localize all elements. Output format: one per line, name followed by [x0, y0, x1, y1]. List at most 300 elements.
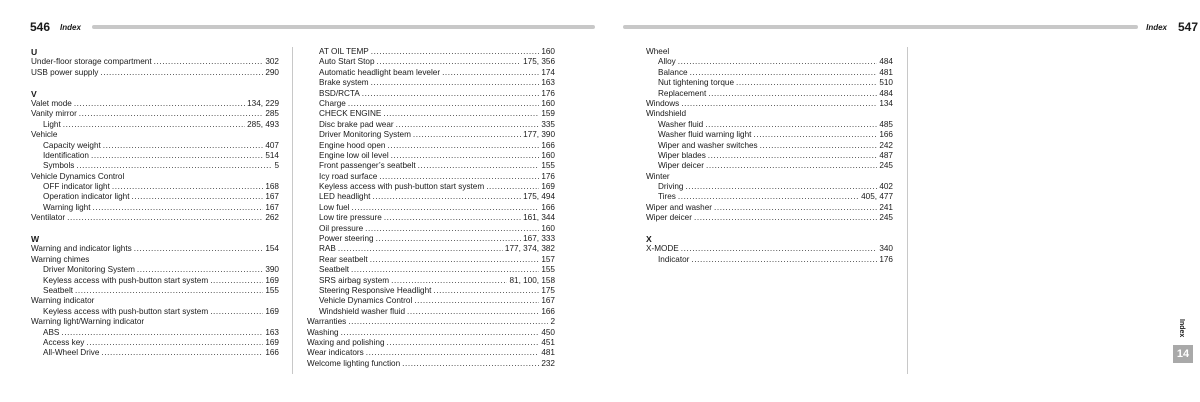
- index-entry: [307, 203, 555, 213]
- index-entry-pages: 241: [879, 202, 893, 212]
- dot-leader: [100, 68, 263, 78]
- dot-leader: [348, 99, 539, 109]
- index-entry-label: Power steering: [319, 234, 374, 244]
- index-entry-label: Wiper and washer switches: [658, 140, 758, 150]
- index-entry-label: Engine low oil level: [319, 150, 389, 160]
- index-entry-pages: 160: [541, 150, 555, 160]
- index-entry: [307, 224, 555, 234]
- index-entry: [31, 57, 279, 67]
- index-entry-label: Low tire pressure: [319, 213, 382, 223]
- dot-leader: [694, 213, 877, 223]
- index-entry-pages: 174: [541, 67, 555, 77]
- index-entry-pages: 514: [265, 150, 279, 160]
- index-entry-label: Winter: [646, 171, 670, 181]
- dot-leader: [365, 224, 539, 234]
- index-entry: [646, 213, 893, 223]
- index-entry-pages: 155: [541, 265, 555, 275]
- index-entry: [307, 182, 555, 192]
- index-entry-pages: 155: [541, 161, 555, 171]
- index-entry-label: Disc brake pad wear: [319, 119, 394, 129]
- index-column-3: [646, 47, 893, 265]
- dot-leader: [134, 244, 264, 254]
- index-entry-label: Nut tightening torque: [658, 78, 735, 88]
- index-entry-label: Balance: [658, 67, 688, 77]
- index-entry-label: Charge: [319, 98, 346, 108]
- dot-leader: [690, 68, 878, 78]
- index-entry-label: Replacement: [658, 88, 707, 98]
- index-entry-label: LED headlight: [319, 192, 371, 202]
- index-entry-label: Rear seatbelt: [319, 254, 368, 264]
- index-entry: [307, 359, 555, 369]
- index-entry: [31, 255, 279, 265]
- index-entry-label: X-MODE: [646, 244, 679, 254]
- index-entry: [31, 348, 279, 358]
- index-entry-pages: 5: [274, 161, 279, 171]
- section-spacer: [646, 224, 893, 234]
- section-spacer: [31, 224, 279, 234]
- dot-leader: [92, 203, 263, 213]
- index-entry: [646, 141, 893, 151]
- index-entry-label: Windshield: [646, 109, 687, 119]
- index-entry: [31, 296, 279, 306]
- index-entry-label: Alloy: [658, 57, 676, 67]
- index-entry-label: Seatbelt: [43, 285, 74, 295]
- dot-leader: [137, 265, 263, 275]
- index-entry-pages: 245: [879, 213, 893, 223]
- index-entry-label: Keyless access with push-button start system: [319, 182, 485, 192]
- index-entry: [307, 192, 555, 202]
- index-entry-label: AT OIL TEMP: [319, 47, 369, 56]
- index-entry-label: Vanity mirror: [31, 109, 77, 119]
- dot-leader: [413, 130, 521, 140]
- index-entry-pages: 176: [879, 254, 893, 264]
- index-entry-label: CHECK ENGINE: [319, 109, 382, 119]
- index-entry: [31, 151, 279, 161]
- index-entry: [31, 109, 279, 119]
- dot-leader: [414, 296, 539, 306]
- index-entry: [307, 244, 555, 254]
- index-entry: [307, 276, 555, 286]
- index-entry-pages: 166: [541, 140, 555, 150]
- index-entry-pages: 175, 356: [523, 57, 555, 67]
- index-entry: [31, 68, 279, 78]
- index-entry-pages: 134, 229: [247, 98, 279, 108]
- index-entry-pages: 177, 390: [523, 130, 555, 140]
- index-entry-label: Indicator: [658, 254, 690, 264]
- index-entry-label: USB power supply: [31, 67, 99, 77]
- dot-leader: [348, 317, 548, 327]
- dot-leader: [210, 276, 263, 286]
- index-entry-pages: 160: [541, 47, 555, 56]
- index-entry-pages: 484: [879, 88, 893, 98]
- index-entry: [307, 255, 555, 265]
- index-entry-label: Front passenger’s seatbelt: [319, 161, 416, 171]
- index-entry-label: Oil pressure: [319, 223, 364, 233]
- index-entry-pages: 157: [541, 254, 555, 264]
- dot-leader: [86, 338, 263, 348]
- index-entry-label: Washing: [307, 327, 339, 337]
- index-letter-heading: X: [646, 234, 652, 245]
- dot-leader: [678, 57, 878, 67]
- index-entry-label: Operation indicator light: [43, 192, 130, 202]
- index-entry: [307, 99, 555, 109]
- index-entry-pages: 175: [541, 285, 555, 295]
- dot-leader: [371, 78, 540, 88]
- index-entry: [31, 182, 279, 192]
- index-letter-heading: W: [31, 234, 40, 245]
- index-entry: [31, 286, 279, 296]
- dot-leader: [74, 99, 245, 109]
- index-entry-label: Automatic headlight beam leveler: [319, 67, 441, 77]
- dot-leader: [685, 182, 877, 192]
- dot-leader: [75, 286, 263, 296]
- index-entry: [646, 99, 893, 109]
- index-entry-label: Wiper and washer: [646, 202, 712, 212]
- index-entry: [31, 141, 279, 151]
- dot-leader: [338, 244, 503, 254]
- dot-leader: [714, 203, 877, 213]
- index-entry: [307, 161, 555, 171]
- index-entry-label: Warning indicator: [31, 296, 95, 306]
- index-entry-label: Valet mode: [31, 98, 72, 108]
- index-entry: [31, 338, 279, 348]
- index-entry-pages: 167: [541, 296, 555, 306]
- dot-leader: [760, 141, 878, 151]
- index-entry-label: Warning chimes: [31, 254, 90, 264]
- dot-leader: [63, 120, 245, 130]
- index-entry: [307, 78, 555, 88]
- section-spacer: [31, 78, 279, 88]
- index-entry: [307, 47, 555, 57]
- index-entry-label: Seatbelt: [319, 265, 350, 275]
- index-entry-pages: 481: [879, 67, 893, 77]
- index-entry-pages: 159: [541, 109, 555, 119]
- index-entry-label: Windshield washer fluid: [319, 306, 406, 316]
- index-entry-pages: 484: [879, 57, 893, 67]
- index-entry-pages: 176: [541, 171, 555, 181]
- index-entry: [646, 244, 893, 254]
- index-entry-pages: 402: [879, 182, 893, 192]
- index-entry: [31, 317, 279, 327]
- index-entry: [31, 276, 279, 286]
- dot-leader: [131, 192, 263, 202]
- index-entry: [307, 234, 555, 244]
- dot-leader: [79, 109, 264, 119]
- dot-leader: [379, 172, 539, 182]
- dot-leader: [387, 338, 540, 348]
- index-entry-pages: 285, 493: [247, 119, 279, 129]
- index-entry-pages: 169: [541, 182, 555, 192]
- index-entry-pages: 154: [265, 244, 279, 254]
- dot-leader: [486, 182, 539, 192]
- dot-leader: [372, 192, 521, 202]
- dot-leader: [154, 57, 264, 67]
- index-entry-label: Auto Start Stop: [319, 57, 375, 67]
- index-entry-pages: 160: [541, 223, 555, 233]
- index-entry-pages: 167: [265, 192, 279, 202]
- dot-leader: [681, 99, 877, 109]
- right-header-rule: [623, 25, 1138, 29]
- index-entry: [307, 151, 555, 161]
- side-tab-label: Index: [1178, 319, 1185, 338]
- index-entry-pages: 175, 494: [523, 192, 555, 202]
- index-entry: [31, 328, 279, 338]
- index-entry: [31, 203, 279, 213]
- left-page-header: [30, 22, 595, 36]
- index-entry: [646, 151, 893, 161]
- index-column-2: [307, 47, 555, 369]
- index-entry-label: Vehicle Dynamics Control: [319, 296, 413, 306]
- column-divider: [907, 47, 908, 374]
- index-entry: [646, 109, 893, 119]
- dot-leader: [736, 78, 877, 88]
- index-entry-label: OFF indicator light: [43, 182, 110, 192]
- index-entry: [307, 68, 555, 78]
- index-entry: [307, 265, 555, 275]
- index-entry: [307, 348, 555, 358]
- index-entry-pages: 481: [541, 348, 555, 358]
- index-entry-label: Access key: [43, 337, 85, 347]
- index-entry: [307, 296, 555, 306]
- index-entry-pages: 487: [879, 150, 893, 160]
- index-entry-label: Steering Responsive Headlight: [319, 285, 432, 295]
- index-entry: [307, 338, 555, 348]
- dot-leader: [362, 89, 540, 99]
- index-entry-pages: 2: [550, 317, 555, 327]
- index-entry-pages: 168: [265, 182, 279, 192]
- index-entry: [307, 130, 555, 140]
- index-entry-pages: 166: [879, 130, 893, 140]
- index-entry-pages: 167, 333: [523, 234, 555, 244]
- dot-leader: [67, 213, 263, 223]
- index-entry: [646, 78, 893, 88]
- index-entry: [307, 89, 555, 99]
- index-entry: [31, 244, 279, 254]
- index-entry-pages: 262: [265, 213, 279, 223]
- index-entry-label: Brake system: [319, 78, 369, 88]
- index-entry: [31, 99, 279, 109]
- index-entry: [31, 172, 279, 182]
- index-entry: [31, 307, 279, 317]
- index-entry-label: ABS: [43, 327, 60, 337]
- index-entry: [646, 192, 893, 202]
- dot-leader: [391, 276, 507, 286]
- index-entry: [307, 109, 555, 119]
- index-entry-label: Keyless access with push-button start system: [43, 306, 209, 316]
- index-entry-label: Vehicle Dynamics Control: [31, 171, 125, 181]
- index-entry-label: Warning and indicator lights: [31, 244, 132, 254]
- index-entry-pages: 290: [265, 67, 279, 77]
- index-entry: [307, 317, 555, 327]
- index-entry-label: Keyless access with push-button start system: [43, 275, 209, 285]
- dot-leader: [366, 348, 540, 358]
- index-entry-pages: 169: [265, 337, 279, 347]
- right-page-header: [623, 22, 1198, 36]
- index-entry-label: Ventilator: [31, 213, 66, 223]
- index-entry-label: Wear indicators: [307, 348, 364, 358]
- index-entry-label: Driving: [658, 182, 684, 192]
- dot-leader: [678, 192, 859, 202]
- index-entry: [646, 203, 893, 213]
- index-entry-pages: 242: [879, 140, 893, 150]
- index-entry-label: Low fuel: [319, 202, 350, 212]
- dot-leader: [407, 307, 539, 317]
- index-entry-pages: 407: [265, 140, 279, 150]
- column-divider: [292, 47, 293, 374]
- index-entry-pages: 302: [265, 57, 279, 67]
- index-entry-pages: 176: [541, 88, 555, 98]
- dot-leader: [371, 47, 540, 57]
- index-entry-pages: 510: [879, 78, 893, 88]
- left-page-number: 546: [30, 20, 51, 34]
- index-entry: [307, 172, 555, 182]
- dot-leader: [706, 161, 877, 171]
- dot-leader: [753, 130, 877, 140]
- index-entry-label: Light: [43, 119, 61, 129]
- index-entry: [646, 172, 893, 182]
- dot-leader: [705, 120, 877, 130]
- index-entry-label: Washer fluid warning light: [658, 130, 752, 140]
- index-entry-label: SRS airbag system: [319, 275, 390, 285]
- index-letter-heading: U: [31, 47, 38, 57]
- dot-leader: [433, 286, 539, 296]
- dot-leader: [402, 359, 539, 369]
- index-entry-pages: 169: [265, 306, 279, 316]
- index-entry: [646, 161, 893, 171]
- index-entry-pages: 166: [541, 306, 555, 316]
- dot-leader: [351, 265, 539, 275]
- dot-leader: [101, 348, 263, 358]
- dot-leader: [76, 161, 272, 171]
- index-entry-pages: 161, 344: [523, 213, 555, 223]
- index-entry-label: Wheel: [646, 47, 670, 56]
- dot-leader: [91, 151, 263, 161]
- dot-leader: [383, 109, 539, 119]
- index-entry-pages: 169: [265, 275, 279, 285]
- index-entry-pages: 166: [265, 348, 279, 358]
- index-entry: [31, 265, 279, 275]
- index-entry: [646, 47, 893, 57]
- index-entry-label: Warning light/Warning indicator: [31, 317, 145, 327]
- index-entry: [307, 57, 555, 67]
- index-entry-pages: 450: [541, 327, 555, 337]
- index-entry: [646, 255, 893, 265]
- dot-leader: [210, 307, 263, 317]
- index-entry-label: Warning light: [43, 202, 91, 212]
- index-entry: [307, 213, 555, 223]
- dot-leader: [691, 255, 877, 265]
- left-header-rule: [92, 25, 595, 29]
- index-entry-label: Symbols: [43, 161, 75, 171]
- index-entry-pages: 285: [265, 109, 279, 119]
- index-entry-label: Wiper blades: [658, 150, 706, 160]
- index-entry-label: Waxing and polishing: [307, 337, 385, 347]
- index-entry-pages: 485: [879, 119, 893, 129]
- index-entry-label: Driver Monitoring System: [319, 130, 411, 140]
- index-entry-pages: 81, 100, 158: [509, 275, 555, 285]
- dot-leader: [377, 57, 522, 67]
- index-entry: [646, 57, 893, 67]
- dot-leader: [61, 328, 263, 338]
- dot-leader: [370, 255, 540, 265]
- index-entry: [307, 120, 555, 130]
- index-entry-label: Icy road surface: [319, 171, 378, 181]
- dot-leader: [352, 203, 540, 213]
- dot-leader: [442, 68, 539, 78]
- index-entry-label: Wiper deicer: [658, 161, 704, 171]
- index-entry-pages: 335: [541, 119, 555, 129]
- index-entry: [31, 213, 279, 223]
- dot-leader: [681, 244, 878, 254]
- index-entry-pages: 245: [879, 161, 893, 171]
- index-entry: [646, 89, 893, 99]
- dot-leader: [708, 151, 878, 161]
- index-entry-pages: 451: [541, 337, 555, 347]
- index-entry-pages: 155: [265, 285, 279, 295]
- dot-leader: [396, 120, 540, 130]
- index-column-1: [31, 47, 279, 359]
- index-entry-label: Identification: [43, 150, 89, 160]
- index-entry-pages: 167: [265, 202, 279, 212]
- index-entry-pages: 163: [265, 327, 279, 337]
- index-entry-label: Vehicle: [31, 130, 58, 140]
- index-entry-pages: 232: [541, 358, 555, 368]
- dot-leader: [103, 141, 264, 151]
- index-letter-heading: V: [31, 88, 37, 99]
- dot-leader: [384, 213, 521, 223]
- index-entry-label: Warranties: [307, 317, 347, 327]
- index-entry: [31, 161, 279, 171]
- left-section-label: Index: [60, 23, 81, 32]
- dot-leader: [418, 161, 540, 171]
- index-entry-label: All-Wheel Drive: [43, 348, 100, 358]
- index-entry-label: Tires: [658, 192, 676, 202]
- index-entry-pages: 134: [879, 98, 893, 108]
- dot-leader: [376, 234, 522, 244]
- chapter-number-badge: 14: [1173, 345, 1193, 363]
- index-entry: [307, 141, 555, 151]
- index-entry: [646, 130, 893, 140]
- index-entry-pages: 160: [541, 98, 555, 108]
- index-entry-pages: 177, 374, 382: [504, 244, 555, 254]
- index-entry-label: Driver Monitoring System: [43, 265, 135, 275]
- index-entry-pages: 166: [541, 202, 555, 212]
- index-entry: [307, 307, 555, 317]
- index-entry: [307, 328, 555, 338]
- dot-leader: [391, 151, 540, 161]
- index-entry: [307, 286, 555, 296]
- index-entry: [646, 68, 893, 78]
- index-entry-pages: 163: [541, 78, 555, 88]
- index-entry-pages: 340: [879, 244, 893, 254]
- index-entry-label: Under-floor storage compartment: [31, 57, 152, 67]
- index-entry-label: Capacity weight: [43, 140, 101, 150]
- index-entry: [646, 182, 893, 192]
- index-entry-label: BSD/RCTA: [319, 88, 360, 98]
- index-entry-label: Welcome lighting function: [307, 358, 401, 368]
- index-entry-label: Washer fluid: [658, 119, 704, 129]
- index-entry: [31, 120, 279, 130]
- dot-leader: [708, 89, 877, 99]
- index-entry-label: RAB: [319, 244, 336, 254]
- index-entry: [646, 120, 893, 130]
- index-entry-label: Wiper deicer: [646, 213, 692, 223]
- dot-leader: [387, 141, 539, 151]
- index-entry-label: Engine hood open: [319, 140, 386, 150]
- index-entry-pages: 405, 477: [861, 192, 893, 202]
- right-page-number: 547: [1177, 20, 1198, 34]
- index-entry-label: Windows: [646, 98, 680, 108]
